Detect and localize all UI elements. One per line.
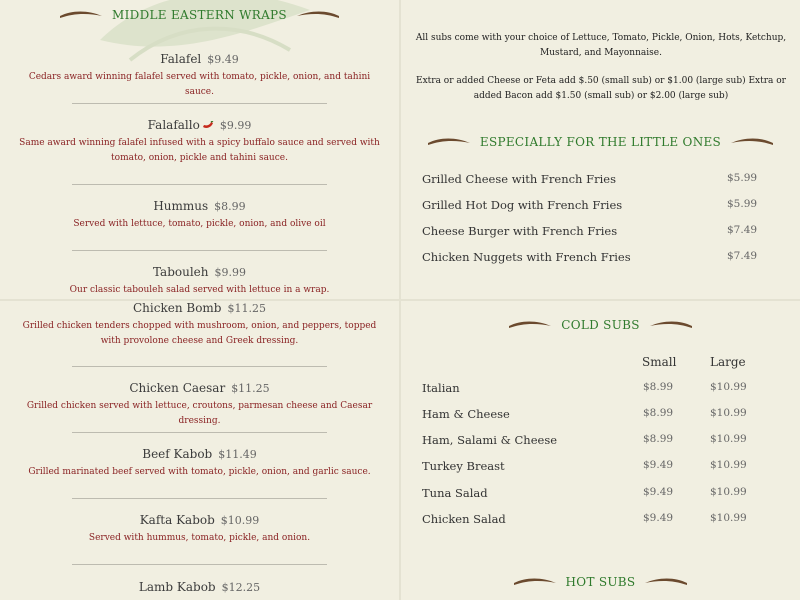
item-description: Served with hummus, tomato, pickle, and onion. (88, 533, 311, 543)
section-title: HOT SUBS (565, 575, 636, 589)
item-price: $9.99 (219, 119, 252, 132)
item-name: Beef Kabob (142, 447, 213, 461)
item-name: Italian (422, 381, 460, 395)
item-price: $11.25 (231, 382, 270, 395)
item-name: Lamb Kabob (138, 580, 216, 594)
menu-item-lamb-kabob (0, 580, 399, 594)
menu-item-tabouleh (0, 265, 399, 298)
divider (72, 103, 327, 104)
item-name: Hummus (153, 199, 209, 213)
section-header-hot-subs (401, 572, 800, 591)
item-description: Cedars award winning falafel served with tomato, pickle, onion, and tahini sauce. (28, 72, 371, 97)
item-description: Grilled chicken served with lettuce, croutons, parmesan cheese and Caesar dressing. (26, 401, 373, 426)
menu-item-kafta-kabob (0, 513, 399, 546)
item-name: Turkey Breast (422, 459, 505, 473)
item-description: Grilled marinated beef served with tomato, pickle, onion, and garlic sauce. (28, 467, 371, 477)
large-price: $10.99 (710, 433, 747, 445)
divider (72, 250, 327, 251)
swash-left-icon (507, 320, 553, 330)
section-header-cold-subs (401, 315, 800, 334)
item-price: $12.25 (221, 581, 261, 594)
chili-pepper-icon (202, 121, 214, 130)
item-name: Grilled Hot Dog with French Fries (422, 198, 623, 212)
column-header-small: Small (642, 355, 677, 369)
item-description: Same award winning falafel infused with a spicy buffalo sauce and served with tomato, onion, pickle and tahini sauce. (19, 138, 380, 163)
item-name: Chicken Nuggets with French Fries (422, 250, 631, 264)
cold-subs-panel (401, 301, 800, 600)
subs-notes-panel (401, 0, 800, 299)
swash-right-icon (295, 10, 341, 20)
menu-item-falafel (0, 52, 399, 100)
item-name: Tabouleh (152, 265, 209, 279)
menu-item-hummus (0, 199, 399, 232)
small-price: $9.49 (643, 512, 674, 524)
wraps-continued-panel (0, 301, 399, 600)
section-header-wraps (0, 5, 399, 24)
item-price: $11.49 (218, 448, 257, 461)
item-name: Ham, Salami & Cheese (422, 433, 558, 447)
divider (72, 498, 327, 499)
large-price: $10.99 (710, 486, 747, 498)
subs-toppings-note: All subs come with your choice of Lettuce, Tomato, Pickle, Onion, Hots, Ketchup, Mustard, and Mayonnaise. (415, 33, 787, 58)
swash-left-icon (512, 577, 558, 587)
divider (72, 366, 327, 367)
divider (72, 184, 327, 185)
item-name: Chicken Bomb (133, 301, 222, 315)
item-price: $7.49 (727, 224, 758, 236)
item-price: $10.99 (220, 514, 260, 527)
item-name: Falafel (160, 52, 202, 66)
small-price: $8.99 (643, 381, 674, 393)
large-price: $10.99 (710, 407, 747, 419)
item-name: Cheese Burger with French Fries (422, 224, 618, 238)
small-price: $9.49 (643, 486, 674, 498)
item-name: Kafta Kabob (139, 513, 215, 527)
item-price: $9.49 (207, 53, 239, 66)
item-name: Grilled Cheese with French Fries (422, 172, 616, 186)
item-name: Chicken Caesar (129, 381, 226, 395)
large-price: $10.99 (710, 512, 747, 524)
menu-item-chicken-caesar (0, 381, 399, 429)
small-price: $8.99 (643, 407, 674, 419)
swash-left-icon (426, 137, 472, 147)
section-title: COLD SUBS (561, 318, 640, 332)
item-price: $8.99 (214, 200, 246, 213)
section-title: ESPECIALLY FOR THE LITTLE ONES (479, 135, 722, 149)
swash-right-icon (648, 320, 694, 330)
item-description: Our classic tabouleh salad served with lettuce in a wrap. (69, 285, 330, 295)
menu-item-chicken-bomb (0, 301, 399, 349)
item-price: $9.99 (214, 266, 247, 279)
swash-left-icon (58, 10, 104, 20)
item-description: Grilled chicken tenders chopped with mushroom, onion, and peppers, topped with provolone cheese and Greek dressing. (22, 321, 377, 346)
divider (72, 432, 327, 433)
item-price: $5.99 (727, 198, 758, 210)
swash-right-icon (643, 577, 689, 587)
large-price: $10.99 (710, 381, 747, 393)
small-price: $9.49 (643, 459, 674, 471)
item-price: $5.99 (727, 172, 758, 184)
item-name: Ham & Cheese (422, 407, 510, 421)
menu-item-beef-kabob (0, 447, 399, 480)
section-header-kids (401, 132, 800, 151)
item-description: Served with lettuce, tomato, pickle, onion, and olive oil (73, 219, 326, 229)
item-price: $11.25 (227, 302, 266, 315)
large-price: $10.99 (710, 459, 747, 471)
column-header-large: Large (710, 355, 746, 369)
swash-right-icon (729, 137, 775, 147)
menu-item-falafallo (0, 118, 399, 166)
small-price: $8.99 (643, 433, 674, 445)
item-name: Chicken Salad (422, 512, 506, 526)
divider (72, 564, 327, 565)
item-price: $7.49 (727, 250, 758, 262)
section-title: MIDDLE EASTERN WRAPS (112, 8, 287, 22)
wraps-panel (0, 0, 399, 299)
item-name: Tuna Salad (422, 486, 488, 500)
item-name: Falafallo (147, 118, 200, 132)
subs-extras-note: Extra or added Cheese or Feta add $.50 (small sub) or $1.00 (large sub) Extra or added Bacon add $1.50 (small sub) or $2.00 (large sub) (416, 76, 786, 101)
